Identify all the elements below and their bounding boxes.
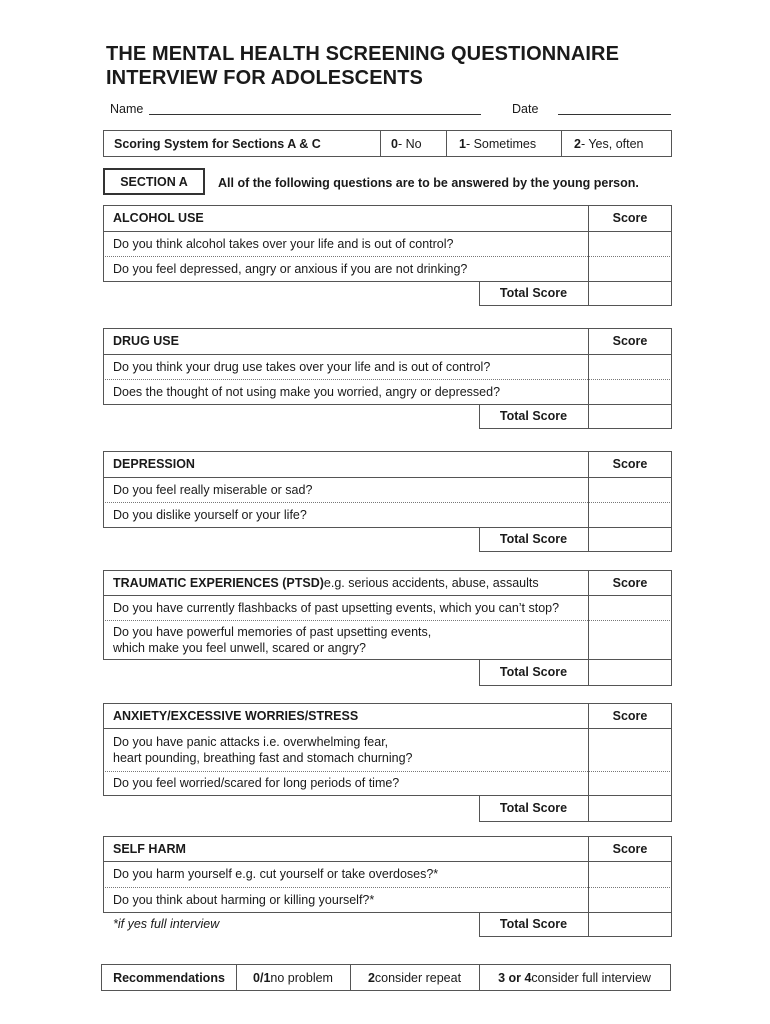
section-heading: DRUG USE	[113, 334, 179, 348]
total-score-input-cell[interactable]	[589, 528, 670, 550]
question-text	[113, 620, 584, 659]
question-line: Do you harm yourself e.g. cut yourself or take overdoses?*	[113, 867, 439, 881]
title-line-2: INTERVIEW FOR ADOLESCENTS	[106, 67, 423, 89]
question-text	[113, 861, 584, 887]
scoring-option-0: 0 - No	[391, 136, 422, 151]
score-input-cell[interactable]	[589, 380, 670, 403]
question-text	[113, 887, 584, 912]
question-text	[113, 595, 584, 620]
recommendation-no-problem: 0/1 no problem	[253, 970, 333, 985]
question-line: Do you dislike yourself or your life?	[113, 507, 307, 522]
recommendations-box	[101, 964, 671, 991]
score-input-cell[interactable]	[589, 729, 670, 770]
score-input-cell[interactable]	[589, 257, 670, 280]
scoring-option-1: 1 - Sometimes	[459, 136, 537, 151]
question-text	[113, 256, 584, 281]
section-table	[103, 328, 672, 429]
scoring-system-box	[103, 130, 672, 157]
total-score-label: Total Score	[499, 917, 568, 931]
total-score-label: Total Score	[499, 801, 568, 815]
section-table	[103, 451, 672, 552]
question-text	[113, 354, 584, 379]
section-table	[103, 205, 672, 306]
question-text	[113, 231, 584, 256]
question-line: Do you think alcohol takes over your life and is out of control?	[113, 236, 454, 251]
score-input-cell[interactable]	[589, 621, 670, 658]
question-text	[113, 728, 584, 771]
section-heading: ANXIETY/EXCESSIVE WORRIES/STRESS	[113, 708, 359, 723]
question-line: which make you feel unwell, scared or angry?	[113, 640, 366, 655]
score-header: Score	[612, 211, 648, 225]
recommendations-label: Recommendations	[113, 970, 225, 985]
title-line-1: THE MENTAL HEALTH SCREENING QUESTIONNAIRE	[106, 43, 620, 65]
total-score-input-cell[interactable]	[589, 405, 670, 427]
scoring-option-2: 2 - Yes, often	[574, 136, 644, 151]
name-label: Name	[110, 102, 144, 116]
section-a-badge	[103, 168, 205, 195]
score-header: Score	[612, 457, 648, 471]
total-score-label: Total Score	[499, 532, 568, 546]
total-score-input-cell[interactable]	[589, 282, 670, 304]
total-score-label: Total Score	[499, 665, 568, 679]
score-input-cell[interactable]	[589, 355, 670, 378]
name-field[interactable]	[149, 114, 481, 115]
question-text	[113, 771, 584, 795]
section-a-label: SECTION A	[120, 174, 188, 189]
question-line: Do you feel really miserable or sad?	[113, 482, 313, 497]
date-field[interactable]	[558, 114, 671, 115]
question-line: heart pounding, breathing fast and stomach churning?	[113, 750, 413, 765]
score-header: Score	[612, 841, 648, 856]
page-title	[106, 42, 706, 90]
question-text	[113, 502, 584, 527]
section-heading: DEPRESSION	[113, 457, 195, 471]
section-heading: SELF HARM	[113, 841, 186, 856]
section-a-instruction: All of the following questions are to be answered by the young person.	[218, 176, 639, 190]
section-table	[103, 836, 672, 937]
recommendation-full-interview: 3 or 4 consider full interview	[498, 970, 651, 985]
total-score-label: Total Score	[499, 409, 568, 423]
question-line: Do you have panic attacks i.e. overwhelming fear,	[113, 734, 389, 749]
recommendation-consider-repeat: 2 consider repeat	[367, 970, 462, 985]
total-score-label: Total Score	[499, 286, 568, 300]
section-heading: ALCOHOL USE	[113, 211, 204, 225]
score-input-cell[interactable]	[589, 862, 670, 886]
total-score-input-cell[interactable]	[589, 796, 670, 820]
question-line: Does the thought of not using make you worried, angry or depressed?	[113, 384, 501, 399]
question-line: Do you feel depressed, angry or anxious if you are not drinking?	[113, 261, 468, 276]
scoring-label: Scoring System for Sections A & C	[114, 136, 321, 151]
question-line: Do you have currently flashbacks of past upsetting events, which you can’t stop?	[113, 600, 560, 615]
score-input-cell[interactable]	[589, 596, 670, 619]
date-label: Date	[512, 102, 539, 116]
footnote: *if yes full interview	[113, 917, 220, 931]
score-input-cell[interactable]	[589, 772, 670, 794]
section-table	[103, 703, 672, 822]
score-header: Score	[612, 708, 648, 723]
score-header: Score	[612, 575, 648, 590]
section-heading: TRAUMATIC EXPERIENCES (PTSD) e.g. serious accidents, abuse, assaults	[113, 575, 539, 590]
question-line: Do you have powerful memories of past upsetting events,	[113, 624, 432, 639]
question-text	[113, 379, 584, 404]
total-score-input-cell[interactable]	[589, 660, 670, 684]
question-line: Do you think about harming or killing yourself?*	[113, 892, 375, 907]
score-input-cell[interactable]	[589, 232, 670, 255]
score-input-cell[interactable]	[589, 503, 670, 526]
score-input-cell[interactable]	[589, 478, 670, 501]
question-line: Do you feel worried/scared for long periods of time?	[113, 776, 400, 790]
score-input-cell[interactable]	[589, 888, 670, 911]
section-table	[103, 570, 672, 686]
total-score-input-cell[interactable]	[589, 913, 670, 935]
score-header: Score	[612, 334, 648, 348]
question-line: Do you think your drug use takes over your life and is out of control?	[113, 359, 491, 374]
question-text	[113, 477, 584, 502]
